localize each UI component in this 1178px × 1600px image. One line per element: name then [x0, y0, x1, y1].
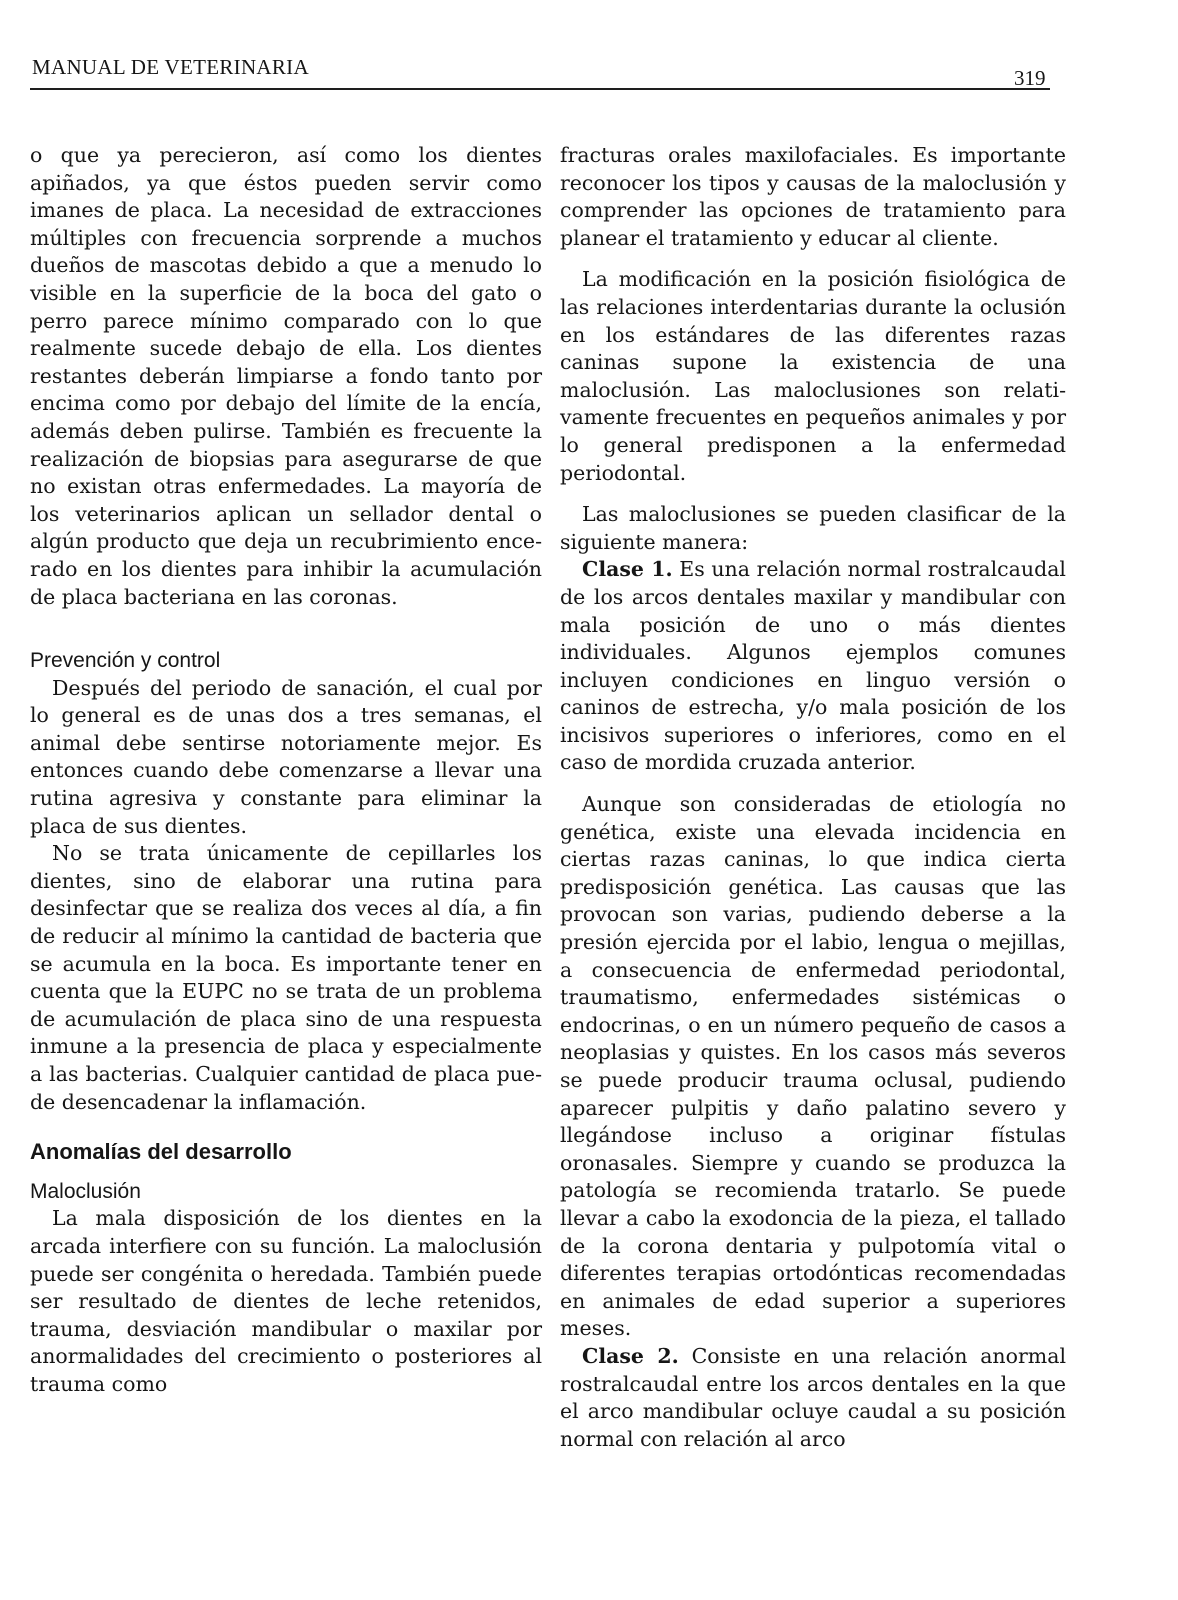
paragraph-mala-disposicion: La mala disposición de los dientes en la arcada interfiere con su función. La maloclusión puede ser congénita o heredada. También puede ser resultado de dientes de leche retenidos, trauma, desviación mandibular o maxilar por anormalidades del crecimiento o posteriores al trauma como	[30, 1206, 542, 1396]
heading-anomalias-del-desarrollo: Anomalías del desarrollo	[30, 1139, 292, 1165]
right-column	[560, 142, 1066, 1453]
clase-2-label: Clase 2.	[582, 1343, 679, 1368]
paragraph-fracturas: fracturas orales maxilofaciales. Es importante reconocer los tipos y causas de la maloclusión y comprender las opciones de tratamiento para planear el tratamiento y educar al cliente.	[560, 143, 1066, 250]
heading-maloclusion: Maloclusión	[30, 1179, 141, 1203]
left-column	[30, 142, 542, 1399]
paragraph-clase-2	[560, 1343, 1066, 1453]
clase-1-text: Es una relación normal rostralcaudal de los arcos dentales maxilar y mandibular con mala posición de uno o más dientes individuales. Algunos ejemplos comunes incluyen condiciones en linguo versión o caninos de estrecha, y/o mala posición de los incisivos superiores o inferiores, como en el caso de mordida cruzada anterior.	[560, 557, 1066, 775]
paragraph-rutina-desinfectar: No se trata únicamente de cepillarles los dientes, sino de elaborar una rutina para desinfectar que se realiza dos veces al día, a fin de reducir al mínimo la cantidad de bacteria que se acumula en la boca. Es importante tener en cuenta que la EUPC no se trata de un problema de acumulación de placa sino de una respuesta inmune a la presencia de placa y especialmente a las bacterias. Cualquier cantidad de placa puede desencadenar la inflamación.	[30, 841, 542, 1114]
clase-2-text: Consiste en una relación anormal rostralcaudal entre los arcos dentales en la que el arco mandibular ocluye caudal a su posición normal con relación al arco	[560, 1343, 1066, 1451]
header-rule	[30, 88, 1050, 90]
paragraph-clase-1	[560, 556, 1066, 777]
heading-prevencion-y-control: Prevención y control	[30, 649, 221, 673]
running-head: MANUAL DE VETERINARIA	[32, 55, 309, 79]
paragraph-periodo-sanacion: Después del periodo de sanación, el cual por lo general es de unas dos a tres semanas, el animal debe sentirse notoriamente mejor. Es entonces cuando debe comenzarse a llevar una rutina agresiva y constante para eliminar la placa de sus dientes.	[30, 675, 542, 838]
paragraph-clasificacion: Las maloclusiones se pueden clasificar de la siguiente manera:	[560, 502, 1066, 554]
paragraph-continuation: o que ya perecieron, así como los dientes apiñados, ya que éstos pueden servir como imanes de placa. La necesidad de extracciones múltiples con frecuencia sorprende a muchos dueños de mascotas debido a que a menudo lo visible en la superficie de la boca del gato o perro parece mínimo comparado con lo que realmente sucede debajo de ella. Los dientes restantes deberán limpiarse a fondo tanto por encima como por debajo del límite de la encía, además deben pulirse. También es frecuente la realización de biopsias para asegurarse de que no existan otras enfermedades. La mayoría de los veterinarios aplican un sellador dental o algún producto que deja un recubrimiento encerado en los dientes para inhibir la acumulación de placa bacteriana en las coronas.	[30, 143, 542, 609]
page-number: 319	[1014, 66, 1046, 90]
clase-1-label: Clase 1.	[582, 557, 673, 582]
paragraph-etiologia: Aunque son consideradas de etiología no genética, existe una elevada incidencia en ciertas razas caninas, lo que indica cierta predisposición genética. Las causas que las provocan son varias, pudiendo deberse a la presión ejercida por el labio, lengua o mejillas, a consecuencia de enfermedad periodontal, traumatismo, enfermedades sistémicas o endocrinas, o en un número pequeño de casos a neoplasias y quistes. En los casos más severos se puede producir trauma oclusal, pudiendo aparecer pulpitis y daño palatino severo y llegándose incluso a originar fístulas oronasales. Siempre y cuando se produzca la patología se recomienda tratarlo. Se puede llevar a cabo la exodoncia de la pieza, el tallado de la corona dentaria y pulpotomía vital o diferentes terapias ortodónticas recomendadas en animales de edad superior a superiores meses.	[560, 792, 1066, 1341]
paragraph-modificacion-posicion: La modificación en la posición fisiológica de las relaciones interdentarias durante la oclusión en los estándares de las diferentes razas caninas supone la existencia de una maloclusión. Las maloclusiones son relativamente frecuentes en pequeños animales y por lo general predisponen a la enfermedad periodontal.	[560, 267, 1066, 485]
